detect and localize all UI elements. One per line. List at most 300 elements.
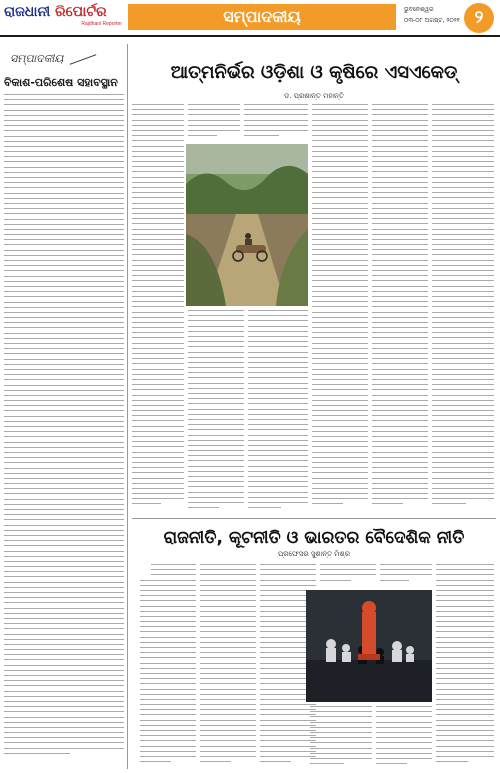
text-line [4, 628, 124, 629]
text-line [200, 720, 256, 721]
article1-column-4 [312, 104, 368, 514]
text-line [432, 161, 494, 162]
text-line [432, 457, 494, 458]
text-line [436, 751, 494, 752]
text-line [432, 353, 494, 354]
text-line [260, 709, 316, 710]
text-line [4, 260, 124, 261]
text-line [260, 740, 316, 741]
text-line [312, 234, 368, 235]
text-line [436, 673, 494, 674]
text-line [312, 348, 368, 349]
text-line [132, 405, 184, 406]
article1-byline: ଡ. ପ୍ରଶାନ୍ତ ମହାନ୍ତି [284, 92, 344, 100]
text-line [132, 234, 184, 235]
text-line [188, 130, 240, 131]
text-line [188, 104, 240, 105]
text-line [4, 566, 124, 567]
text-line [312, 218, 368, 219]
text-line [380, 564, 432, 565]
text-line [432, 234, 494, 235]
text-line [436, 642, 494, 643]
text-line [200, 699, 256, 700]
text-line [372, 462, 428, 463]
text-line [4, 561, 124, 562]
text-line [372, 218, 428, 219]
text-line [140, 725, 196, 726]
text-line [260, 761, 291, 762]
text-line [312, 239, 368, 240]
text-line [432, 120, 494, 121]
text-line [4, 499, 124, 500]
text-line [140, 611, 196, 612]
text-line [372, 265, 428, 266]
article2-column-6 [436, 564, 494, 769]
text-line [312, 280, 368, 281]
text-line [320, 569, 376, 570]
logo-accent: ରିପୋର୍ଟର [55, 4, 107, 20]
text-line [4, 136, 124, 137]
text-line [4, 535, 124, 536]
text-line [312, 286, 368, 287]
text-line [132, 457, 184, 458]
text-line [436, 657, 494, 658]
text-line [132, 275, 184, 276]
text-line [372, 151, 428, 152]
text-line [132, 337, 184, 338]
article1-column-6 [432, 104, 494, 514]
text-line [248, 367, 308, 368]
text-line [188, 460, 244, 461]
text-line [432, 187, 494, 188]
text-line [188, 377, 244, 378]
text-line [432, 379, 494, 380]
text-line [436, 574, 494, 575]
text-line [4, 442, 124, 443]
text-line [376, 742, 432, 743]
text-line [4, 244, 124, 245]
text-line [4, 348, 124, 349]
text-line [312, 472, 368, 473]
text-line [312, 415, 368, 416]
text-line [312, 140, 368, 141]
text-line [200, 631, 256, 632]
text-line [4, 353, 124, 354]
text-line [432, 467, 494, 468]
text-line [372, 420, 428, 421]
text-line [432, 244, 494, 245]
text-line [188, 440, 244, 441]
text-line [376, 732, 432, 733]
text-line [436, 714, 494, 715]
text-line [140, 699, 196, 700]
text-line [188, 357, 244, 358]
text-line [372, 156, 428, 157]
text-line [376, 758, 432, 759]
text-line [4, 742, 124, 743]
text-line [312, 431, 368, 432]
text-line [432, 337, 494, 338]
text-line [372, 270, 428, 271]
text-line [4, 582, 124, 583]
text-line [436, 652, 494, 653]
text-line [132, 322, 184, 323]
text-line [132, 208, 184, 209]
text-line [4, 571, 124, 572]
section-rule [132, 518, 496, 519]
text-line [432, 472, 494, 473]
logo-main: ରାଜଧାନୀ [4, 4, 51, 20]
text-line [312, 327, 368, 328]
text-line [372, 426, 428, 427]
text-line [4, 385, 124, 386]
text-line [132, 249, 184, 250]
text-line [132, 280, 184, 281]
text-line [140, 756, 196, 757]
text-line [312, 265, 368, 266]
text-line [372, 171, 428, 172]
text-line [132, 151, 184, 152]
text-line [188, 409, 244, 410]
text-line [188, 414, 244, 415]
text-line [248, 476, 308, 477]
text-line [200, 616, 256, 617]
text-line [372, 260, 428, 261]
text-line [200, 657, 256, 658]
text-line [432, 171, 494, 172]
text-line [248, 481, 308, 482]
text-line [140, 740, 196, 741]
text-line [132, 446, 184, 447]
text-line [432, 410, 494, 411]
text-line [140, 595, 196, 596]
text-line [312, 488, 368, 489]
text-line [372, 229, 428, 230]
text-line [200, 564, 256, 565]
text-line [372, 286, 428, 287]
text-line [4, 483, 124, 484]
text-line [140, 668, 196, 669]
text-line [132, 462, 184, 463]
text-line [4, 519, 124, 520]
text-line [432, 400, 494, 401]
text-line [372, 478, 428, 479]
text-line [4, 504, 124, 505]
text-line [200, 637, 256, 638]
text-line [372, 327, 428, 328]
text-line [132, 503, 161, 504]
text-line [312, 203, 368, 204]
text-line [432, 125, 494, 126]
text-line [200, 746, 256, 747]
text-line [4, 540, 124, 541]
text-line [4, 410, 124, 411]
text-line [200, 683, 256, 684]
text-line [310, 748, 372, 749]
text-line [372, 369, 428, 370]
text-line [436, 616, 494, 617]
text-line [132, 166, 184, 167]
text-line [372, 405, 428, 406]
text-line [372, 296, 428, 297]
text-line [4, 120, 124, 121]
text-line [432, 332, 494, 333]
text-line [4, 193, 124, 194]
text-line [260, 746, 316, 747]
text-line [248, 497, 308, 498]
text-line [432, 286, 494, 287]
text-line [312, 166, 368, 167]
text-line [248, 357, 308, 358]
text-line [432, 436, 494, 437]
text-line [312, 151, 368, 152]
text-line [140, 657, 196, 658]
text-line [4, 213, 124, 214]
text-line [4, 99, 124, 100]
text-line [188, 109, 240, 110]
dateline-date: ୦୩-୦୮ ଅଗଷ୍ଟ, ୨୦୨୧ [404, 17, 460, 24]
text-line [372, 223, 428, 224]
text-line [200, 740, 256, 741]
text-line [4, 659, 124, 660]
text-line [432, 374, 494, 375]
text-line [372, 104, 428, 105]
text-line [188, 476, 244, 477]
text-line [140, 631, 196, 632]
text-line [4, 592, 124, 593]
text-line [372, 457, 428, 458]
text-line [312, 457, 368, 458]
text-line [312, 343, 368, 344]
text-line [151, 564, 196, 565]
text-line [372, 192, 428, 193]
text-line [4, 104, 124, 105]
text-line [432, 441, 494, 442]
text-line [372, 348, 428, 349]
page-header [0, 0, 500, 40]
text-line [248, 445, 308, 446]
text-line [188, 429, 244, 430]
text-line [312, 120, 368, 121]
text-line [200, 621, 256, 622]
text-line [310, 722, 372, 723]
text-line [200, 761, 231, 762]
text-line [436, 668, 494, 669]
text-line [312, 244, 368, 245]
text-line [312, 312, 368, 313]
text-line [4, 239, 124, 240]
text-line [310, 716, 372, 717]
text-line [436, 740, 494, 741]
text-line [132, 171, 184, 172]
text-line [200, 704, 256, 705]
text-line [372, 249, 428, 250]
text-line [4, 639, 124, 640]
text-line [188, 362, 244, 363]
text-line [372, 312, 428, 313]
text-line [4, 405, 124, 406]
text-line [320, 564, 376, 565]
text-line [188, 135, 217, 136]
text-line [260, 569, 316, 570]
text-line [432, 405, 494, 406]
text-line [200, 626, 256, 627]
text-line [4, 286, 124, 287]
text-line [248, 507, 281, 508]
text-line [260, 585, 316, 586]
article2-headline: ରାଜନୀତି, କୂଟନୀତି ଓ ଭାରତର ବୈଦେଶିକ ନୀତି [163, 528, 465, 548]
text-line [432, 109, 494, 110]
text-line [140, 689, 196, 690]
text-line [140, 642, 196, 643]
text-line [200, 642, 256, 643]
text-line [132, 156, 184, 157]
text-line [132, 498, 184, 499]
text-line [132, 244, 184, 245]
text-line [436, 689, 494, 690]
text-line [432, 280, 494, 281]
article2-column-5-top [380, 564, 432, 588]
article2-column-4-bottom [310, 706, 372, 769]
text-line [312, 229, 368, 230]
text-line [436, 637, 494, 638]
text-line [432, 229, 494, 230]
text-line [312, 291, 368, 292]
text-line [188, 367, 244, 368]
text-line [432, 260, 494, 261]
text-line [132, 203, 184, 204]
text-line [200, 569, 256, 570]
article1-column-1 [132, 104, 184, 514]
text-line [244, 114, 308, 115]
text-line [432, 369, 494, 370]
text-line [200, 590, 256, 591]
text-line [312, 441, 368, 442]
text-line [4, 270, 124, 271]
text-line [4, 203, 124, 204]
text-line [312, 171, 368, 172]
text-line [376, 716, 432, 717]
left-column-title: ବିକାଶ-ପରିଶେଷ ସହାବସ୍ଥାନ [4, 76, 118, 89]
text-line [432, 296, 494, 297]
text-line [432, 363, 494, 364]
text-line [4, 696, 124, 697]
text-line [432, 488, 494, 489]
text-line [312, 478, 368, 479]
text-line [132, 130, 184, 131]
text-line [4, 364, 124, 365]
text-line [4, 634, 124, 635]
text-line [312, 369, 368, 370]
text-line [248, 341, 308, 342]
text-line [132, 114, 184, 115]
text-line [380, 569, 432, 570]
text-line [436, 647, 494, 648]
text-line [380, 574, 432, 575]
text-line [312, 358, 368, 359]
text-line [4, 172, 124, 173]
text-line [132, 312, 184, 313]
text-line [188, 507, 219, 508]
text-line [188, 466, 244, 467]
text-line [248, 346, 308, 347]
text-line [4, 208, 124, 209]
text-line [132, 389, 184, 390]
text-line [132, 400, 184, 401]
text-line [432, 312, 494, 313]
text-line [248, 372, 308, 373]
text-line [432, 104, 494, 105]
text-line [432, 389, 494, 390]
text-line [4, 722, 124, 723]
text-line [312, 462, 368, 463]
text-line [432, 213, 494, 214]
text-line [248, 460, 308, 461]
text-line [312, 436, 368, 437]
text-line [4, 478, 124, 479]
text-line [432, 348, 494, 349]
text-line [132, 410, 184, 411]
text-line [200, 647, 256, 648]
text-line [4, 281, 124, 282]
text-line [372, 109, 428, 110]
text-line [140, 761, 171, 762]
text-line [312, 213, 368, 214]
text-line [312, 332, 368, 333]
text-line [432, 265, 494, 266]
text-line [4, 161, 124, 162]
text-line [260, 580, 316, 581]
text-line [248, 486, 308, 487]
text-line [200, 678, 256, 679]
text-line [4, 748, 124, 749]
text-line [312, 493, 368, 494]
text-line [4, 374, 124, 375]
text-line [436, 709, 494, 710]
text-line [4, 618, 124, 619]
text-line [200, 714, 256, 715]
banner-arrow [384, 4, 396, 30]
text-line [188, 481, 244, 482]
text-line [312, 260, 368, 261]
text-line [140, 585, 196, 586]
text-line [372, 389, 428, 390]
text-line [188, 424, 244, 425]
text-line [372, 343, 428, 344]
text-line [372, 244, 428, 245]
text-line [4, 333, 124, 334]
text-line [4, 234, 124, 235]
text-line [140, 621, 196, 622]
text-line [372, 130, 428, 131]
text-line [248, 320, 308, 321]
text-line [310, 732, 372, 733]
text-line [248, 440, 308, 441]
text-line [310, 758, 372, 759]
section-banner: ସମ୍ପାଦକୀୟ [128, 4, 396, 30]
text-line [4, 670, 124, 671]
text-line [132, 369, 184, 370]
text-line [4, 623, 124, 624]
text-line [200, 663, 256, 664]
text-line [372, 203, 428, 204]
text-line [200, 611, 256, 612]
text-line [132, 343, 184, 344]
newspaper-logo[interactable] [4, 4, 122, 34]
text-line [432, 156, 494, 157]
text-line [140, 652, 196, 653]
text-line [436, 631, 494, 632]
